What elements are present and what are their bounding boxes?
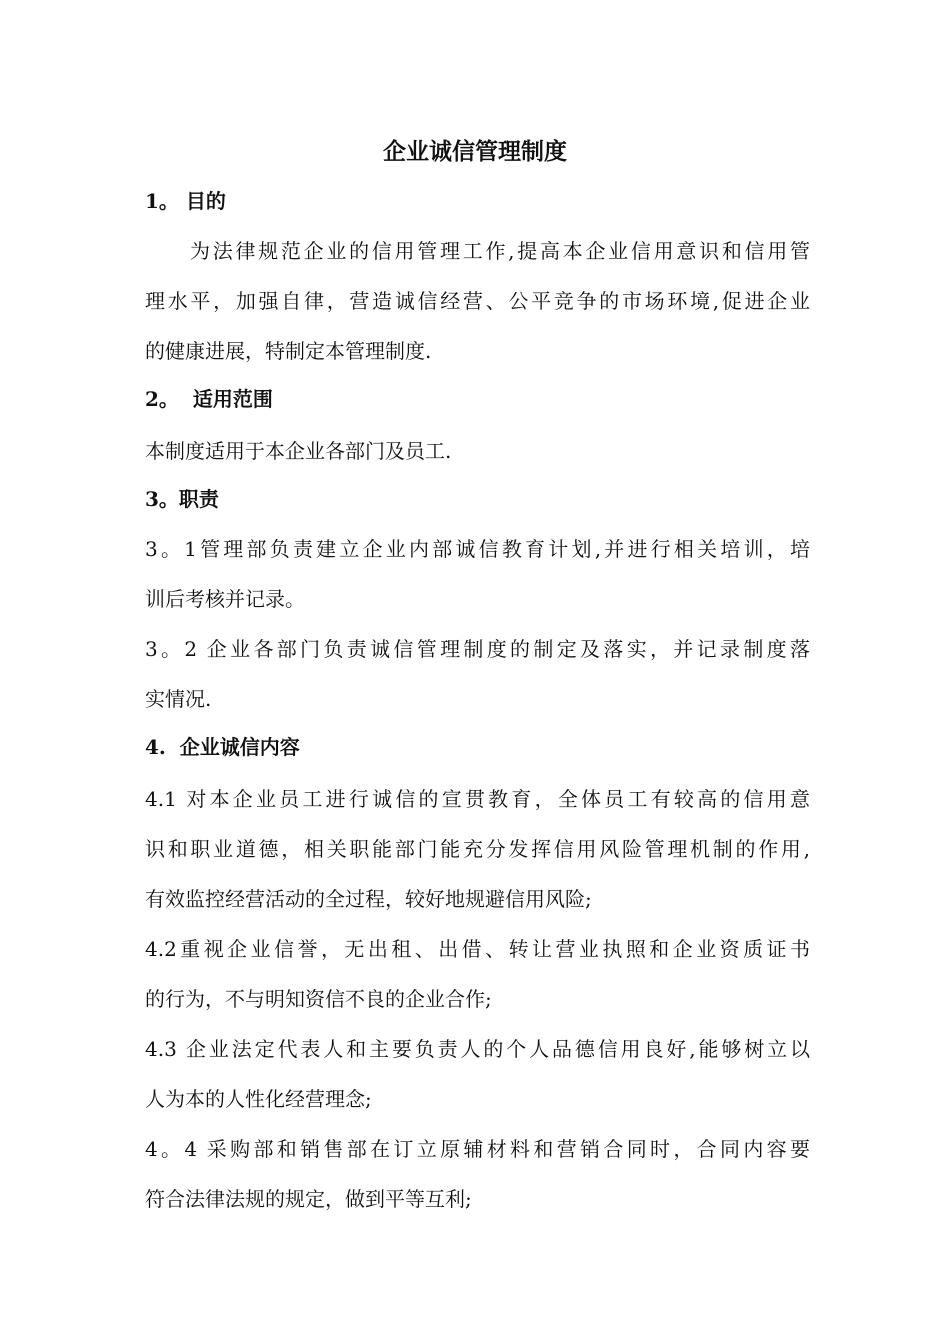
- paragraph-line: 为法律规范企业的信用管理工作,提高本企业信用意识和信用管: [190, 239, 810, 263]
- paragraph-line: 训后考核并记录。: [145, 587, 305, 611]
- paragraph-line: 本制度适用于本企业各部门及员工.: [145, 439, 452, 463]
- paragraph-line: 4.3 企业法定代表人和主要负责人的个人品德信用良好,能够树立以: [145, 1037, 810, 1061]
- section-4-paragraph-1: [145, 774, 810, 924]
- paragraph-line: 的健康进展，特制定本管理制度.: [145, 339, 432, 363]
- section-2-heading: 2。 适用范围: [145, 387, 273, 411]
- paragraph-line: 有效监控经营活动的全过程，较好地规避信用风险;: [145, 887, 592, 911]
- paragraph-line: 的行为，不与明知资信不良的企业合作;: [145, 987, 492, 1011]
- section-4-paragraph-2: [145, 924, 810, 1024]
- section-4-heading: 4. 企业诚信内容: [145, 735, 300, 759]
- section-3-paragraph-2: [145, 624, 810, 724]
- paragraph-line: 3。1管理部负责建立企业内部诚信教育计划,并进行相关培训，培: [145, 537, 810, 561]
- section-4-paragraph-4: [145, 1124, 810, 1224]
- section-1-heading: 1。 目的: [145, 189, 226, 213]
- paragraph-line: 4.2重视企业信誉，无出租、出借、转让营业执照和企业资质证书: [145, 937, 810, 961]
- paragraph-line: 人为本的人性化经营理念;: [145, 1087, 372, 1111]
- section-1-paragraph: [145, 226, 810, 376]
- section-2-paragraph: [145, 426, 810, 476]
- paragraph-line: 4。4 采购部和销售部在订立原辅材料和营销合同时，合同内容要: [145, 1137, 810, 1161]
- paragraph-line: 理水平，加强自律，营造诚信经营、公平竞争的市场环境,促进企业: [145, 289, 810, 313]
- document-title: 企业诚信管理制度: [383, 138, 567, 165]
- paragraph-line: 4.1 对本企业员工进行诚信的宣贯教育，全体员工有较高的信用意: [145, 787, 810, 811]
- section-4-paragraph-3: [145, 1024, 810, 1124]
- section-3-heading: 3。职责: [145, 487, 219, 511]
- paragraph-line: 符合法律法规的规定，做到平等互利;: [145, 1187, 472, 1211]
- paragraph-line: 识和职业道德，相关职能部门能充分发挥信用风险管理机制的作用,: [145, 837, 810, 861]
- section-3-paragraph-1: [145, 524, 810, 624]
- paragraph-line: 3。2 企业各部门负责诚信管理制度的制定及落实，并记录制度落: [145, 637, 810, 661]
- paragraph-line: 实情况.: [145, 687, 212, 711]
